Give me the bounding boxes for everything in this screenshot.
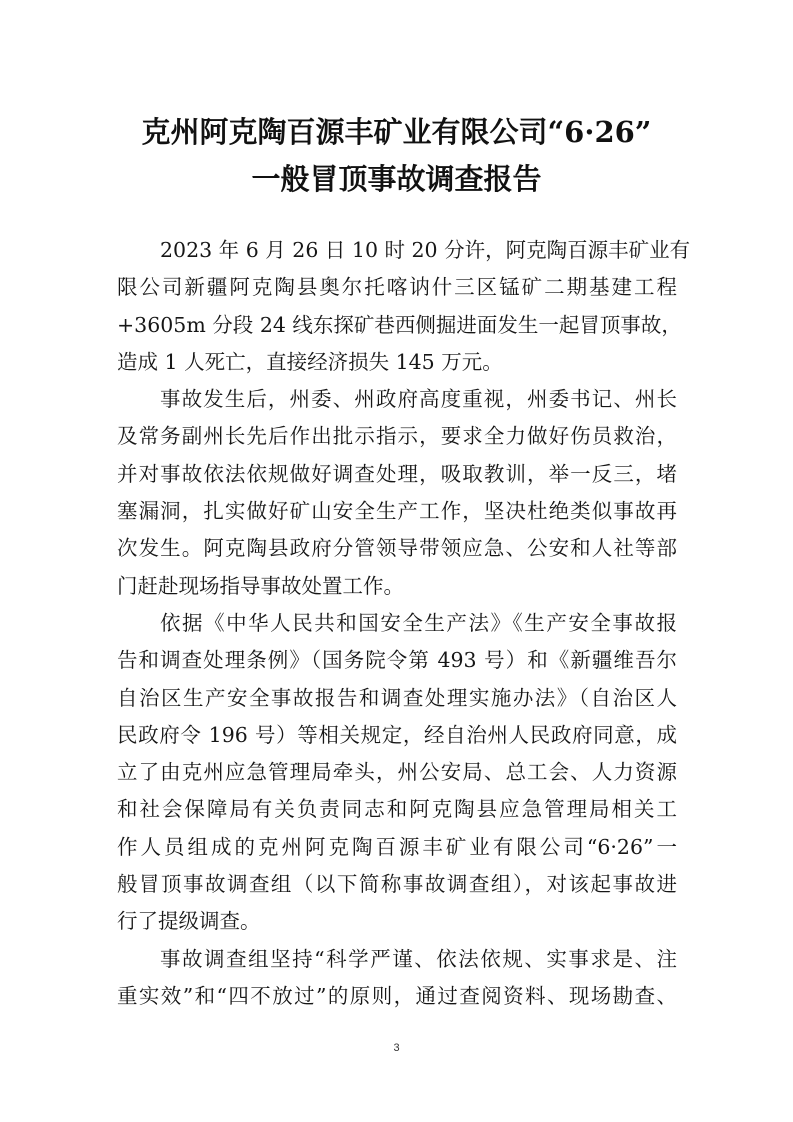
paragraph-line: 限公司新疆阿克陶县奥尔托喀讷什三区锰矿二期基建工程 <box>117 275 677 300</box>
paragraph-line: 作人员组成的克州阿克陶百源丰矿业有限公司“6·26”一 <box>117 834 677 859</box>
paragraph-line: 般冒顶事故调查组（以下简称事故调查组），对该起事故进 <box>117 872 677 897</box>
paragraph-line: 民政府令 196 号）等相关规定，经自治州人民政府同意，成 <box>117 722 677 747</box>
paragraph-line: 依据《中华人民共和国安全生产法》《生产安全事故报 <box>160 610 677 635</box>
paragraph-line: 事故调查组坚持“科学严谨、依法依规、实事求是、注 <box>160 946 677 971</box>
paragraph <box>117 605 677 941</box>
paragraph-line: 门赶赴现场指导事故处置工作。 <box>117 573 404 598</box>
paragraph-line: 立了由克州应急管理局牵头，州公安局、总工会、人力资源 <box>117 760 677 785</box>
paragraph <box>117 941 677 1016</box>
paragraph-line: 塞漏洞，扎实做好矿山安全生产工作，坚决杜绝类似事故再 <box>117 499 677 524</box>
paragraph <box>117 232 691 381</box>
paragraph-line: 造成 1 人死亡，直接经济损失 145 万元。 <box>117 349 503 374</box>
report-title-line-1: 克州阿克陶百源丰矿业有限公司“6·26” <box>141 115 652 149</box>
paragraph-line: +3605m 分段 24 线东探矿巷西侧掘进面发生一起冒顶事故， <box>117 312 682 337</box>
page-number: 3 <box>393 1042 400 1054</box>
paragraph-line: 事故发生后，州委、州政府高度重视，州委书记、州长 <box>160 387 677 412</box>
paragraph-line: 重实效”和“四不放过”的原则，通过查阅资料、现场勘查、 <box>117 983 677 1008</box>
paragraph-line: 和社会保障局有关负责同志和阿克陶县应急管理局相关工 <box>117 797 677 822</box>
paragraph-line: 2023 年 6 月 26 日 10 时 20 分许，阿克陶百源丰矿业有 <box>160 238 691 262</box>
paragraph-line: 自治区生产安全事故报告和调查处理实施办法》（自治区人 <box>117 685 677 710</box>
report-title-line-2: 一般冒顶事故调查报告 <box>251 162 542 196</box>
paragraph-line: 并对事故依法依规做好调查处理，吸取教训，举一反三，堵 <box>117 461 677 486</box>
paragraph-line: 次发生。阿克陶县政府分管领导带领应急、公安和人社等部 <box>117 536 677 561</box>
report-body <box>117 232 691 1015</box>
paragraph-line: 及常务副州长先后作出批示指示，要求全力做好伤员救治， <box>117 424 677 449</box>
paragraph <box>117 381 677 605</box>
paragraph-line: 告和调查处理条例》（国务院令第 493 号）和《新疆维吾尔 <box>117 648 677 673</box>
paragraph-line: 行了提级调查。 <box>117 909 261 934</box>
